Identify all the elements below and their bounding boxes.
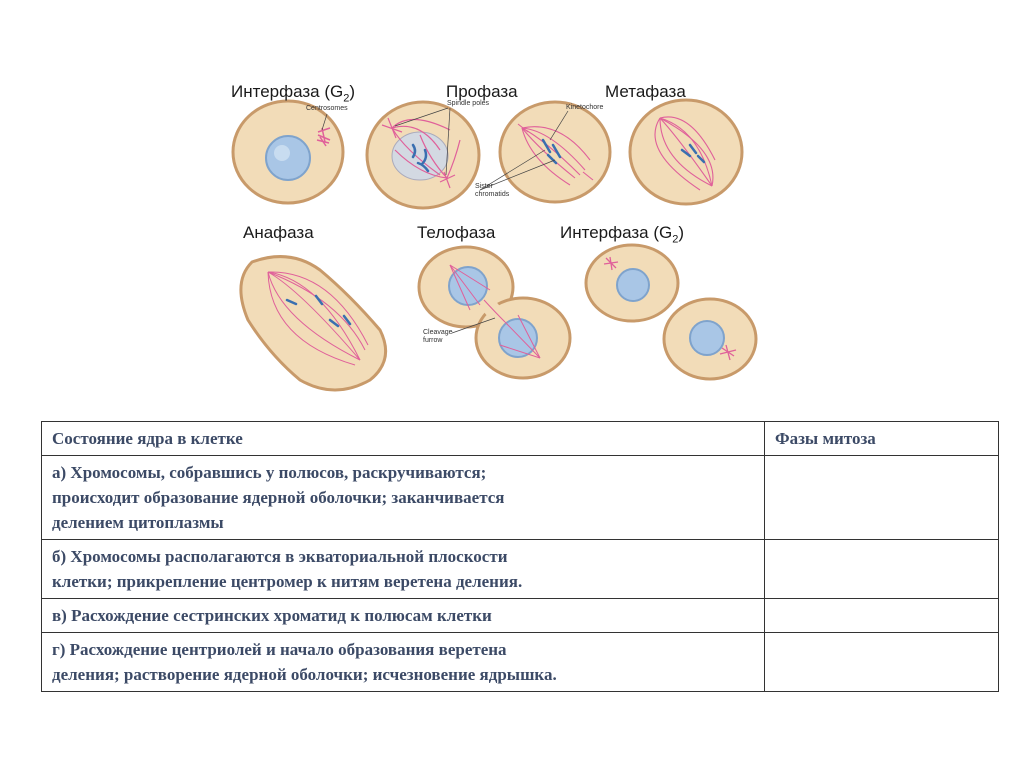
header-nucleus-state: Состояние ядра в клетке [42,422,765,456]
row-d-state: г) Расхождение центриолей и начало образования веретена деления; растворение ядерной оболочки; исчезновение ядрышка. [42,633,765,692]
mitosis-task-table [41,421,999,692]
annotation-centrosomes: Centrosomes [306,105,348,112]
annotation-sister: Sister [475,183,493,190]
table-row [42,633,999,692]
cell-metaphase-b [630,100,742,204]
row-d-phase-cell[interactable] [765,633,999,692]
label-metaphase: Метафаза [605,82,686,101]
annotation-chromatids: chromatids [475,191,510,198]
cell-telophase [419,247,570,378]
row-b-phase-cell[interactable] [765,540,999,599]
cell-anaphase [241,257,386,390]
header-mitosis-phases: Фазы митоза [765,422,999,456]
cell-prophase [367,102,479,208]
row-b-state: б) Хромосомы располагаются в экваториальной плоскости клетки; прикрепление центромер к нитям веретена деления. [42,540,765,599]
row-a-phase-cell[interactable] [765,456,999,540]
label-telophase: Телофаза [417,223,496,242]
label-interphase-top: Интерфаза $(G_2)$ [231,82,356,105]
label-interphase-bottom: Интерфаза $(G_2)$ [560,223,685,246]
table-row [42,456,999,540]
table-row [42,540,999,599]
cell-metaphase-a [500,102,610,202]
row-c-state: в) Расхождение сестринских хроматид к полюсам клетки [42,599,765,633]
cell-interphase-bottom-a [586,245,678,321]
cell-interphase-bottom-b [664,299,756,379]
annotation-spindle-poles: Spindle poles [447,100,490,107]
annotation-cleavage: Cleavage [423,329,453,336]
label-anaphase: Анафаза [243,223,314,242]
row-c-phase-cell[interactable] [765,599,999,633]
table-row [42,599,999,633]
annotation-kinetochore: Kinetochore [566,104,604,111]
annotation-furrow: furrow [423,337,443,344]
label-prophase: Профаза [446,82,518,101]
row-a-state: а) Хромосомы, собравшись у полюсов, раскручиваются; происходит образование ядерной оболочки; заканчивается делением цитоплазмы [42,456,765,540]
table-header-row [42,422,999,456]
